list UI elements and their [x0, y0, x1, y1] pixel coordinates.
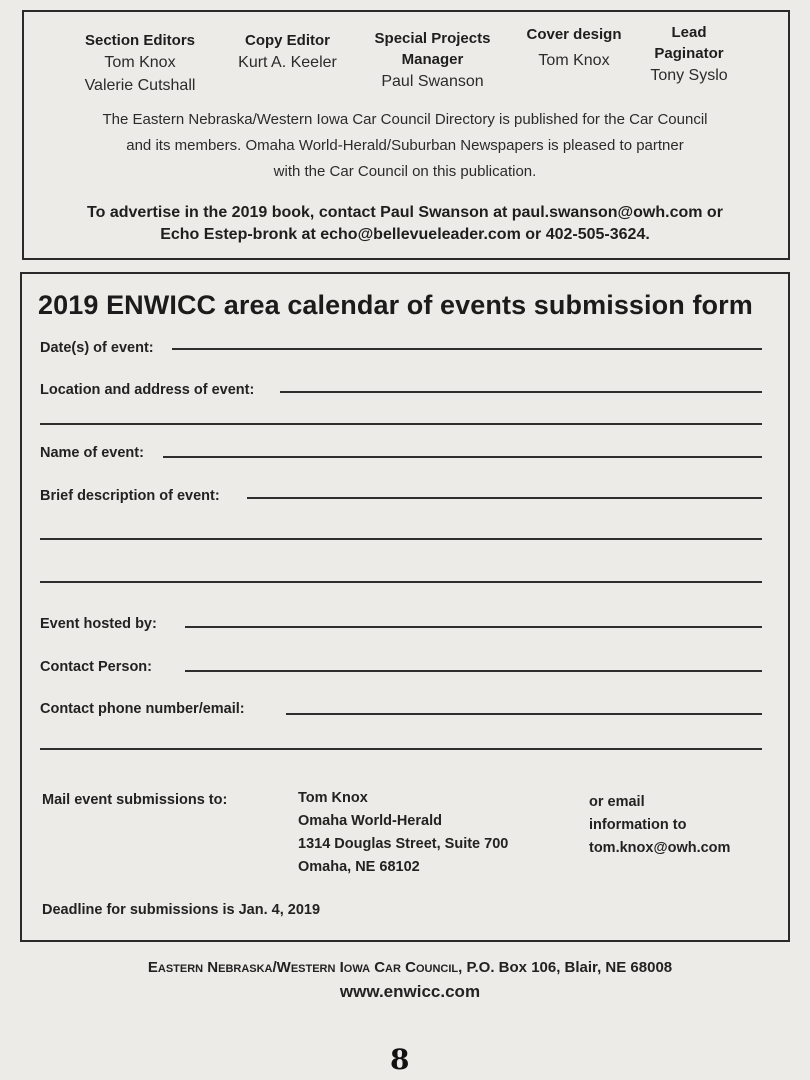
location-field[interactable] — [280, 391, 762, 393]
hosted-by-field[interactable] — [185, 626, 762, 628]
credit-name: Paul Swanson — [381, 73, 484, 90]
advertise-statement — [30, 202, 780, 246]
email-link[interactable]: tom.knox@owh.com — [589, 840, 731, 856]
publication-line: and its members. Omaha World-Herald/Suburban Newspapers is pleased to partner — [126, 137, 684, 154]
field-label-description: Brief description of event: — [40, 488, 220, 504]
credit-name: Tom Knox — [104, 54, 176, 71]
dates-field[interactable] — [172, 348, 762, 350]
field-label-location: Location and address of event: — [40, 382, 255, 398]
contact-phone-field-line-2[interactable] — [40, 748, 762, 750]
contact-phone-field[interactable] — [286, 713, 762, 715]
credit-special-projects — [360, 28, 505, 93]
field-label-dates: Date(s) of event: — [40, 340, 154, 356]
credit-heading: Manager — [401, 51, 464, 68]
council-name: Eastern Nebraska/Western Iowa Car Council — [147, 959, 459, 976]
address-line: Omaha World-Herald — [298, 813, 442, 829]
mail-label: Mail event submissions to: — [42, 792, 228, 808]
field-label-event-name: Name of event: — [40, 445, 144, 461]
field-label-contact-person: Contact Person: — [40, 659, 152, 675]
credit-name: Tony Syslo — [650, 67, 728, 84]
contact-person-field[interactable] — [185, 670, 762, 672]
mail-address — [298, 787, 508, 879]
location-field-line-2[interactable] — [40, 423, 762, 425]
credit-name: Tom Knox — [538, 52, 610, 69]
description-field-line-2[interactable] — [40, 538, 762, 540]
event-name-field[interactable] — [163, 456, 762, 458]
publication-statement — [40, 107, 770, 185]
credit-section-editors — [65, 30, 215, 97]
council-address: , P.O. Box 106, Blair, NE 68008 — [458, 959, 673, 976]
publication-line: with the Car Council on this publication. — [273, 163, 537, 180]
website-link[interactable]: www.enwicc.com — [339, 982, 481, 1001]
credit-heading: Copy Editor — [245, 32, 330, 49]
address-line: Tom Knox — [298, 790, 368, 806]
field-label-contact-phone: Contact phone number/email: — [40, 701, 245, 717]
page-number: 8 — [390, 1043, 410, 1076]
deadline-text: Deadline for submissions is Jan. 4, 2019 — [42, 902, 321, 918]
email-line: information to — [589, 817, 687, 833]
credit-heading: Special Projects — [374, 30, 491, 47]
credit-lead-paginator — [635, 22, 743, 87]
credit-name: Valerie Cutshall — [84, 77, 196, 94]
form-title: 2019 ENWICC area calendar of events submission form — [38, 290, 753, 320]
credit-heading: Section Editors — [84, 32, 196, 49]
description-field-line-3[interactable] — [40, 581, 762, 583]
description-field[interactable] — [247, 497, 762, 499]
field-label-hosted-by: Event hosted by: — [40, 616, 157, 632]
credit-heading: Lead — [671, 24, 707, 41]
credit-name: Kurt A. Keeler — [238, 54, 337, 71]
credit-cover-design — [510, 24, 638, 72]
publication-line: The Eastern Nebraska/Western Iowa Car Council Directory is published for the Car Council — [102, 111, 708, 128]
credit-heading: Cover design — [526, 26, 622, 43]
advertise-line: Echo Estep-bronk at echo@bellevueleader.com or 402-505-3624. — [160, 226, 650, 243]
council-address-line — [60, 959, 760, 976]
credit-heading: Paginator — [654, 45, 724, 62]
address-line: 1314 Douglas Street, Suite 700 — [298, 836, 509, 852]
email-info — [589, 791, 730, 860]
address-line: Omaha, NE 68102 — [298, 859, 420, 875]
credit-copy-editor — [220, 30, 355, 74]
email-line: or email — [589, 794, 645, 810]
advertise-line: To advertise in the 2019 book, contact Paul Swanson at paul.swanson@owh.com or — [87, 204, 723, 221]
